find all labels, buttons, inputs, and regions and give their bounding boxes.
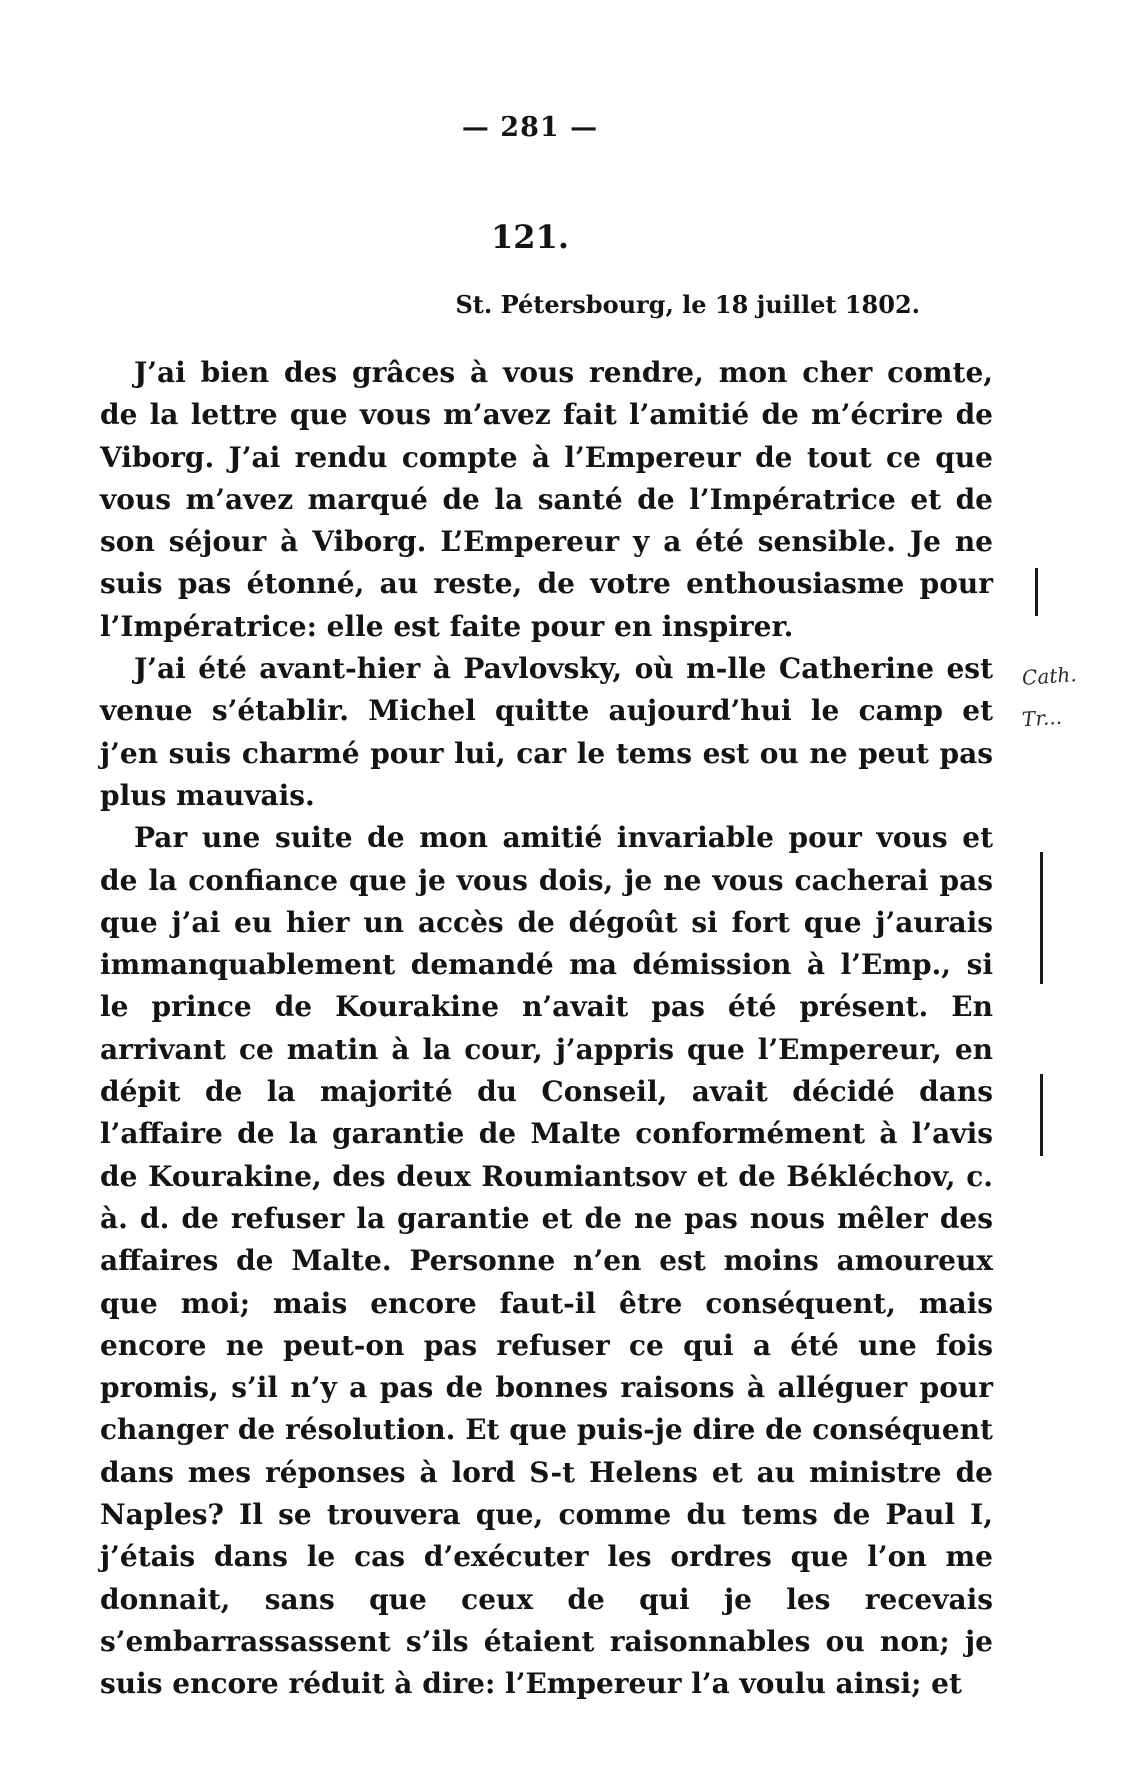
margin-line-mark xyxy=(1035,568,1038,616)
paragraph: J’ai été avant-hier à Pavlovsky, où m-lle Catherine est venue s’établir. Michel quitte aujourd’hui le camp et j’en suis charmé pour lui, car le tems est ou ne peut pas plus mauvais. xyxy=(100,652,993,812)
margin-handwritten-note: Tr... xyxy=(1021,704,1063,732)
paragraph: J’ai bien des grâces à vous rendre, mon cher comte, de la lettre que vous m’avez fait l’amitié de m’écrire de Viborg. J’ai rendu compte à l’Empereur de tout ce que vous m’avez marqué de la santé de l’Impératrice et de son séjour à Viborg. L’Empereur y a été sensible. Je ne suis pas étonné, au reste, de votre enthousiasme pour l’Impératrice: elle est faite pour en inspirer. xyxy=(100,356,993,643)
margin-line-mark xyxy=(1040,852,1043,984)
margin-line-mark xyxy=(1040,1074,1043,1156)
letter-number: 121. xyxy=(491,218,569,256)
page-number: — 281 — xyxy=(461,112,599,143)
dateline: St. Pétersbourg, le 18 juillet 1802. xyxy=(455,290,920,319)
paragraph: Par une suite de mon amitié invariable pour vous et de la confiance que je vous dois, je ne vous cacherai pas que j’ai eu hier un accès de dégoût si fort que j’aurais immanquablement demandé ma démission à l’Emp., si le prince de Kourakine n’avait pas été présent. En arrivant ce matin à la cour, j’appris que l’Empereur, en dépit de la majorité du Conseil, avait décidé dans l’affaire de la garantie de Malte conformément à l’avis de Kourakine, des deux Roumiantsov et de Békléchov, c. à. d. de refuser la garantie et de ne pas nous mêler des affaires de Malte. Personne n’en est moins amoureux que moi; mais encore faut-il être conséquent, mais encore ne peut-on pas refuser ce qui a été une fois promis, s’il n’y a pas de bonnes raisons à alléguer pour changer de résolution. Et que puis-je dire de conséquent dans mes réponses à lord S-t Helens et au ministre de Naples? Il se trouvera que, comme du tems de Paul I, j’étais dans le cas d’exécuter les ordres que l’on me donnait, sans que ceux de qui je les recevais s’embarrassassent s’ils étaient raisonnables ou non; je suis encore réduit à dire: l’Empereur l’a voulu ainsi; et xyxy=(100,821,993,1701)
letter-body xyxy=(100,352,993,1706)
margin-handwritten-note: Cath. xyxy=(1021,662,1078,690)
